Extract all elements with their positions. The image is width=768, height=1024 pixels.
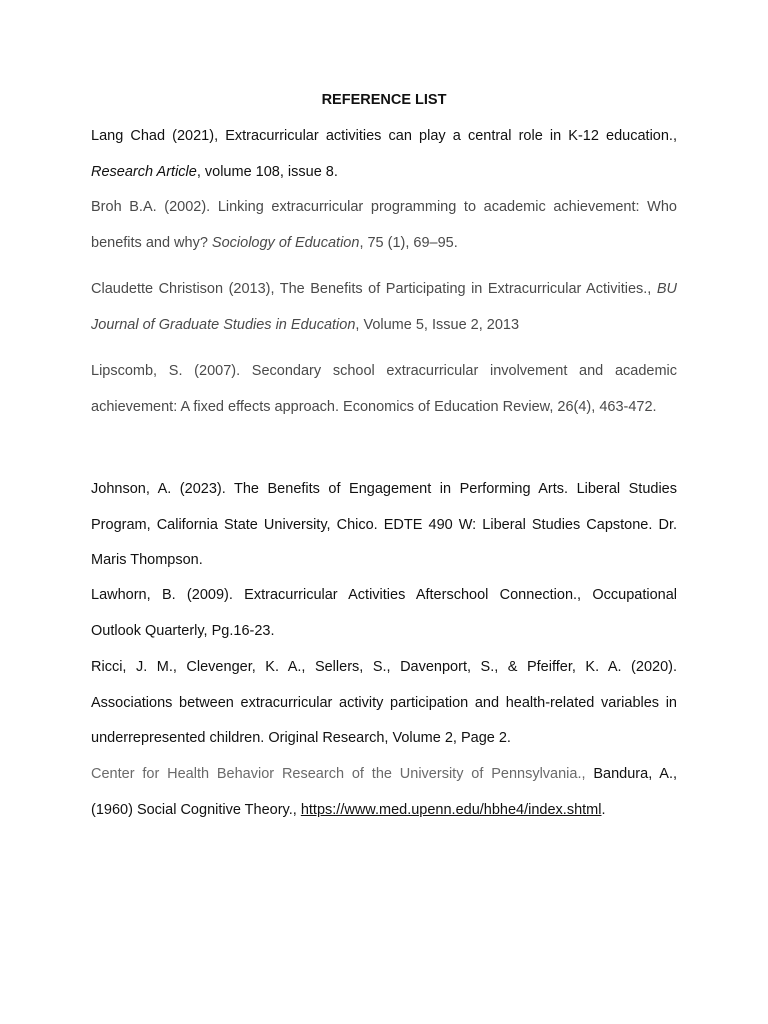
reference-entry xyxy=(91,757,677,828)
reference-entry xyxy=(91,354,677,425)
reference-details: . xyxy=(601,801,606,818)
reference-entry xyxy=(91,190,677,261)
journal-name: BU Journal of Graduate Studies in Education xyxy=(91,281,677,333)
reference-entry xyxy=(91,578,677,649)
reference-entry xyxy=(91,472,677,579)
journal-name: Sociology of Education xyxy=(211,234,360,251)
reference-text: Lipscomb, S. (2007). Secondary school extracurricular involvement and academic achievement: A fixed effects approach. Economics of Education Review, 26(4), 463-472. xyxy=(91,363,677,415)
reference-text: Claudette Christison (2013), The Benefits of Participating in Extracurricular Activities., xyxy=(91,281,652,297)
reference-text: Lawhorn, B. (2009). Extracurricular Activities Afterschool Connection., Occupational Outlook Quarterly, Pg.16-23. xyxy=(91,587,677,639)
reference-details: , volume 108, issue 8. xyxy=(196,163,338,180)
reference-details: , 75 (1), 69–95. xyxy=(359,234,458,251)
page-title: REFERENCE LIST xyxy=(321,92,447,108)
reference-details: , Volume 5, Issue 2, 2013 xyxy=(355,316,520,333)
reference-entry xyxy=(91,272,677,343)
reference-text: Ricci, J. M., Clevenger, K. A., Sellers, S., Davenport, S., & Pfeiffer, K. A. (2020). Associations between extracurricular activity participation and health-related variables in underrepresented children. Original Research, Volume 2, Page 2. xyxy=(91,659,677,746)
journal-name: Research Article xyxy=(91,163,197,180)
reference-link[interactable]: https://www.med.upenn.edu/hbhe4/index.shtml xyxy=(300,801,602,818)
reference-text: Broh B.A. (2002). Linking extracurricular programming to academic achievement: Who benefits and why? xyxy=(91,199,677,251)
reference-text: Lang Chad (2021), Extracurricular activities can play a central role in K-12 education., xyxy=(91,128,677,144)
reference-text: Bandura, A., (1960) Social Cognitive Theory., xyxy=(91,766,677,818)
organization-name: Center for Health Behavior Research of the University of Pennsylvania., xyxy=(91,766,586,782)
reference-text: Johnson, A. (2023). The Benefits of Engagement in Performing Arts. Liberal Studies Program, California State University, Chico. EDTE 490 W: Liberal Studies Capstone. Dr. Maris Thompson. xyxy=(91,481,677,568)
reference-entry xyxy=(91,650,677,757)
reference-entry xyxy=(91,119,677,190)
